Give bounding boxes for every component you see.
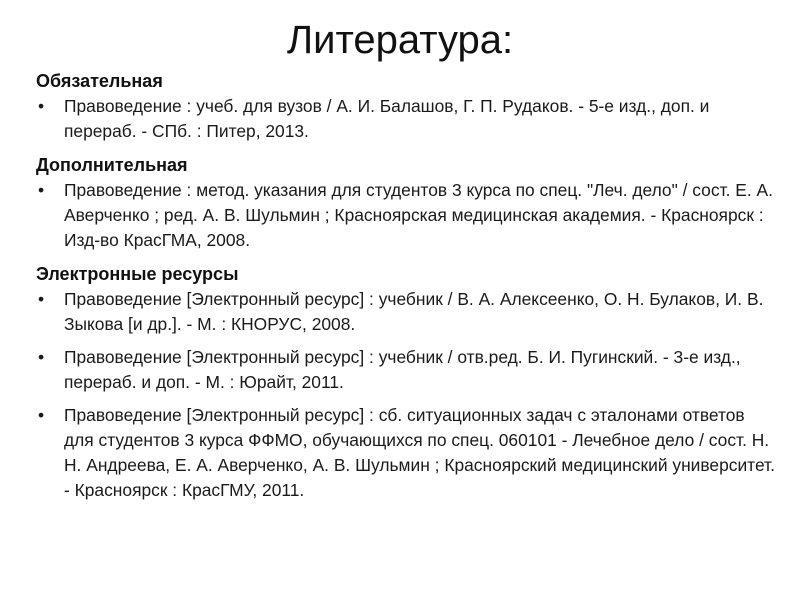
list-item: [36, 287, 776, 337]
reference-text: Правоведение [Электронный ресурс] : учебник / В. А. Алексеенко, О. Н. Булаков, И. В. Зыкова [и др.]. - М. : КНОРУС, 2008.: [64, 289, 764, 334]
bullet-icon: •: [38, 180, 45, 200]
bibliography: [36, 66, 776, 511]
reference-text: Правоведение : метод. указания для студентов 3 курса по спец. "Леч. дело" / сост. Е. А. Аверченко ; ред. А. В. Шульмин ; Красноярская медицинская академия. - Красноярск : Изд-во КрасГМА, 2008.: [64, 180, 773, 250]
bullet-icon: •: [38, 347, 45, 367]
section-additional: [36, 152, 776, 253]
reference-list: [36, 287, 776, 503]
list-item: [36, 345, 776, 395]
list-item: [36, 178, 776, 253]
bullet-icon: •: [38, 96, 45, 116]
reference-list: [36, 94, 776, 144]
section-heading: Электронные ресурсы: [36, 264, 239, 284]
section-heading: Дополнительная: [36, 155, 188, 175]
list-item: [36, 94, 776, 144]
list-item: [36, 403, 776, 503]
section-heading: Обязательная: [36, 71, 163, 91]
section-electronic-resources: [36, 261, 776, 503]
bullet-icon: •: [38, 405, 45, 425]
reference-list: [36, 178, 776, 253]
page-title: Литература:: [286, 18, 514, 62]
reference-text: Правоведение [Электронный ресурс] : сб. ситуационных задач с эталонами ответов для студентов 3 курса ФФМО, обучающихся по спец. 060101 - Лечебное дело / сост. Н. Н. Андреева, Е. А. Аверченко, А. В. Шульмин ; Красноярский медицинский университет. - Красноярск : КрасГМУ, 2011.: [64, 405, 775, 500]
section-required: [36, 68, 776, 144]
bullet-icon: •: [38, 289, 45, 309]
reference-text: Правоведение : учеб. для вузов / А. И. Балашов, Г. П. Рудаков. - 5-е изд., доп. и перераб. - СПб. : Питер, 2013.: [64, 96, 710, 141]
reference-text: Правоведение [Электронный ресурс] : учебник / отв.ред. Б. И. Пугинский. - 3-е изд., перераб. и доп. - М. : Юрайт, 2011.: [64, 347, 741, 392]
